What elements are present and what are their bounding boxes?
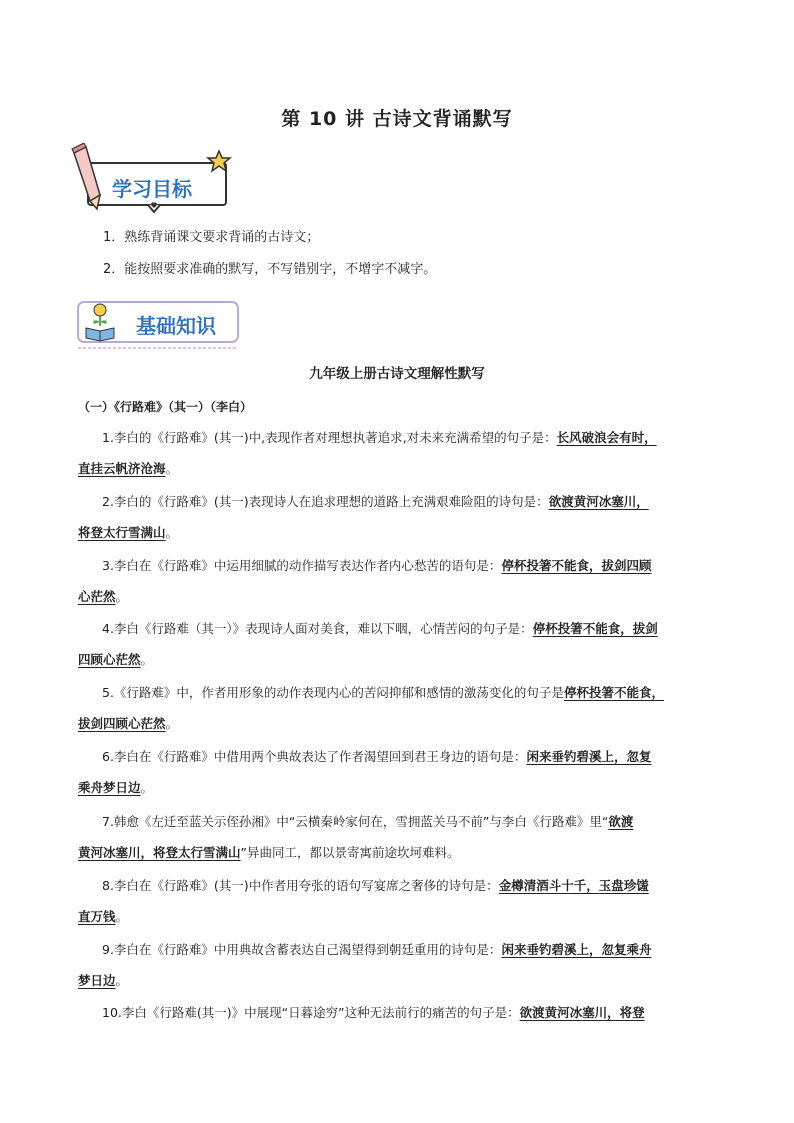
basic-knowledge-badge — [76, 296, 242, 354]
question-item — [78, 934, 728, 996]
question-tail: 。 — [140, 652, 154, 667]
learning-goals-label: 学习目标 — [112, 177, 192, 201]
answer-text: 乘舟梦日边 — [78, 780, 141, 795]
answer-text: 停杯投箸不能食， — [563, 685, 664, 700]
question-line — [78, 677, 728, 708]
question-item — [78, 486, 728, 548]
question-line — [78, 741, 728, 772]
goal-item: 2．能按照要求准确的默写，不写错别字，不增字不减字。 — [103, 262, 437, 277]
question-line — [78, 806, 728, 837]
question-line — [78, 644, 728, 675]
answer-text: 停杯投箸不能食，拔剑 — [532, 621, 658, 636]
question-text: 5.《行路难》中，作者用形象的动作表现内心的苦闷抑郁和感情的激荡变化的句子是 — [102, 685, 564, 700]
question-tail: 。 — [165, 525, 179, 540]
question-line — [78, 965, 728, 996]
answer-text: 黄河冰塞川，将登太行雪满山 — [78, 845, 241, 860]
question-tail: 。 — [115, 589, 129, 604]
answer-text: 长风破浪会有时， — [556, 430, 657, 445]
question-line — [78, 517, 728, 548]
answer-text: 欲渡 — [608, 814, 634, 829]
answer-text: 停杯投箸不能食，拔剑四顾 — [501, 558, 652, 573]
question-line — [78, 901, 728, 932]
basic-knowledge-label: 基础知识 — [136, 314, 216, 338]
question-line — [78, 613, 728, 644]
question-line — [78, 870, 728, 901]
question-text: 8.李白在《行路难》(其一)中作者用夸张的语句写宴席之奢侈的诗句是： — [102, 878, 499, 893]
question-line — [78, 453, 728, 484]
answer-text: 闲来垂钓碧溪上，忽复乘舟 — [501, 942, 652, 957]
answer-text: 欲渡黄河冰塞川，将登 — [519, 1005, 645, 1020]
question-tail: 。 — [140, 780, 154, 795]
answer-text: 四顾心茫然 — [78, 652, 141, 667]
answer-text: 金樽清酒斗十千，玉盘珍馐 — [498, 878, 649, 893]
question-tail: ”异曲同工，都以景寄寓前途坎坷难料。 — [240, 845, 460, 860]
goals-list — [103, 222, 436, 286]
question-line — [78, 997, 728, 1028]
question-text: 2.李白的《行路难》(其一)表现诗人在追求理想的道路上充满艰难险阻的诗句是： — [102, 494, 549, 509]
question-text: 3.李白在《行路难》中运用细腻的动作描写表达作者内心愁苦的语句是： — [102, 558, 502, 573]
question-text: 7.韩愈《左迁至蓝关示侄孙湘》中“云横秦岭家何在，雪拥蓝关马不前”与李白《行路难》里“ — [102, 814, 609, 829]
answer-text: 直万钱 — [78, 909, 116, 924]
answer-text: 心茫然 — [78, 589, 116, 604]
question-text: 10.李白《行路难(其一)》中展现“日暮途穷”这种无法前行的痛苦的句子是： — [102, 1005, 520, 1020]
question-tail: 。 — [165, 461, 179, 476]
question-line — [78, 581, 728, 612]
answer-text: 梦日边 — [78, 973, 116, 988]
question-item — [78, 613, 728, 675]
question-item — [78, 806, 728, 868]
question-line — [78, 708, 728, 739]
learning-goals-badge — [70, 143, 240, 215]
poem-section-label: （一）《行路难》（其一）（李白） — [78, 400, 253, 414]
question-line — [78, 837, 728, 868]
question-text: 4.李白《行路难（其一）》表现诗人面对美食，难以下咽，心情苦闷的句子是： — [102, 621, 533, 636]
goal-item: 1．熟练背诵课文要求背诵的古诗文； — [103, 230, 320, 245]
question-text: 6.李白在《行路难》中借用两个典故表达了作者渴望回到君王身边的语句是： — [102, 749, 527, 764]
answer-text: 闲来垂钓碧溪上，忽复 — [526, 749, 652, 764]
question-text: 1.李白的《行路难》(其一)中,表现作者对理想执著追求,对未来充满希望的句子是： — [102, 430, 557, 445]
section-heading: 九年级上册古诗文理解性默写 — [309, 366, 485, 382]
question-item — [78, 997, 728, 1028]
question-item — [78, 550, 728, 612]
question-item — [78, 870, 728, 932]
question-line — [78, 486, 728, 517]
question-tail: 。 — [115, 973, 129, 988]
answer-text: 拔剑四顾心茫然 — [78, 716, 166, 731]
answer-text: 将登太行雪满山 — [78, 525, 166, 540]
question-text: 9.李白在《行路难》中用典故含蓄表达自己渴望得到朝廷重用的诗句是： — [102, 942, 502, 957]
question-item — [78, 741, 728, 803]
question-tail: 。 — [165, 716, 179, 731]
question-item — [78, 422, 728, 484]
question-line — [78, 934, 728, 965]
question-line — [78, 422, 728, 453]
question-item — [78, 677, 728, 739]
answer-text: 欲渡黄河冰塞川， — [548, 494, 649, 509]
question-line — [78, 772, 728, 803]
question-tail: 。 — [115, 909, 129, 924]
page-title: 第 10 讲 古诗文背诵默写 — [281, 108, 513, 130]
question-line — [78, 550, 728, 581]
answer-text: 直挂云帆济沧海 — [78, 461, 166, 476]
